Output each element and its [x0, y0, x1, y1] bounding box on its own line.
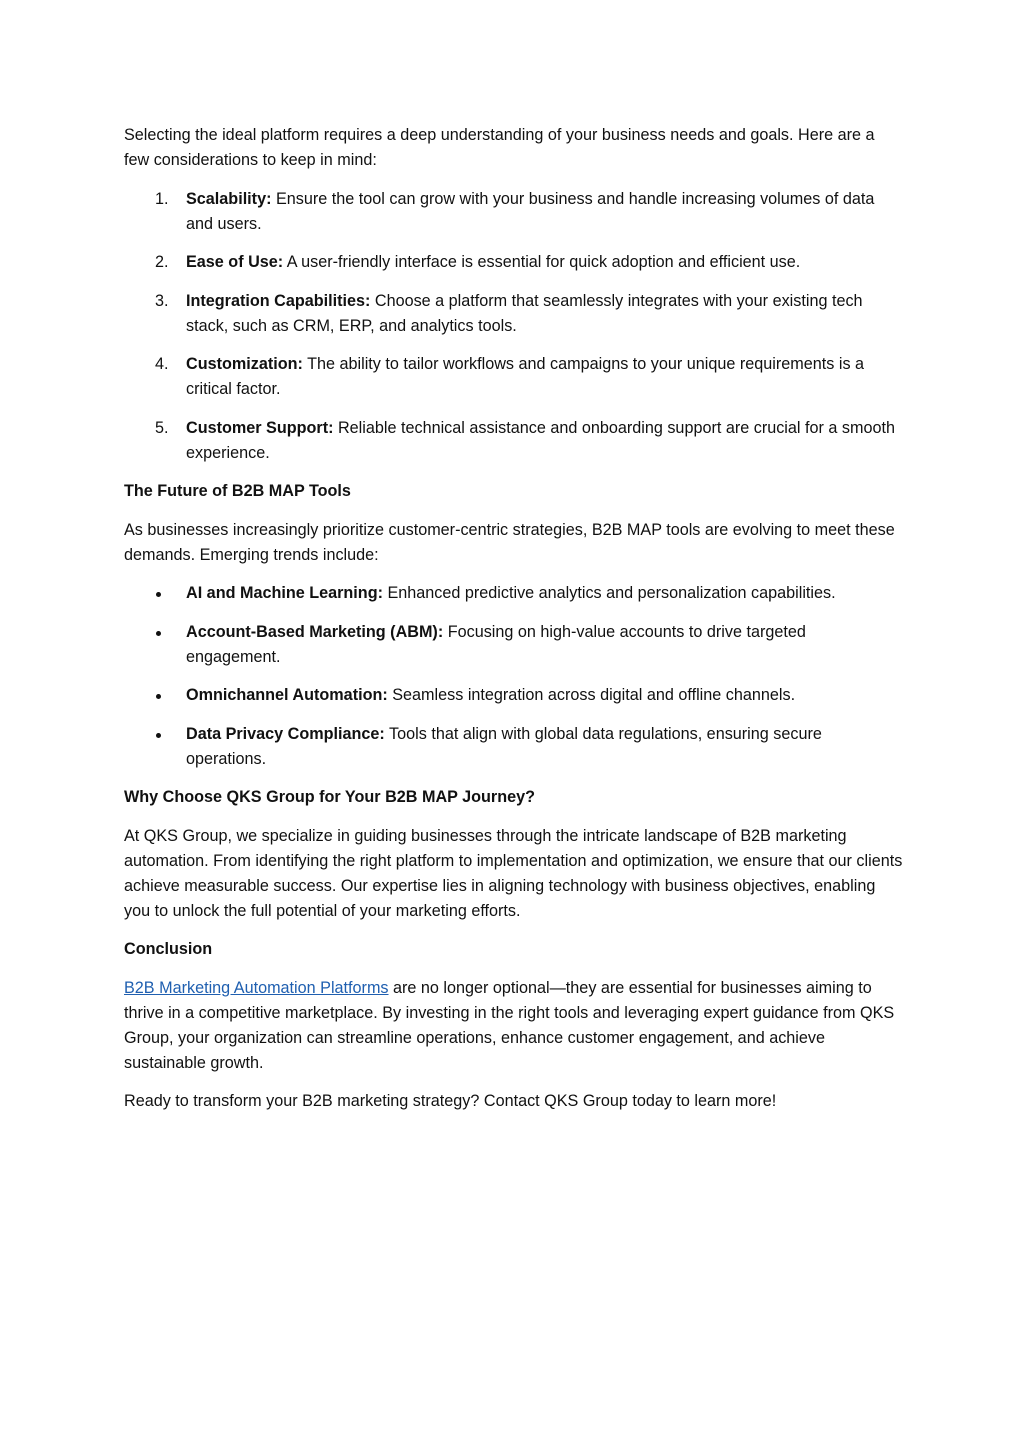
item-text: The ability to tailor workflows and campaigns to your unique requirements is a critical factor. [186, 355, 865, 398]
item-term: Omnichannel Automation: [186, 686, 388, 704]
considerations-list [124, 187, 904, 466]
list-item [124, 722, 904, 772]
list-number: 1. [155, 189, 169, 208]
list-number: 2. [155, 253, 169, 271]
item-term: Ease of Use: [186, 253, 284, 271]
conclusion-paragraph [124, 976, 904, 1076]
item-term: Customer Support: [186, 418, 334, 437]
item-text: Focusing on high-value accounts to drive targeted engagement. [186, 622, 806, 666]
list-item [124, 289, 904, 339]
item-text: Choose a platform that seamlessly integrates with your existing tech stack, such as CRM, ERP, and analytics tools. [186, 291, 863, 335]
item-text: Ensure the tool can grow with your business and handle increasing volumes of data and users. [186, 189, 875, 233]
conclusion-body: are no longer optional—they are essential for businesses aiming to thrive in a competitive marketplace. By investing in the right tools and leveraging expert guidance from QKS Group, your organization can streamline operations, enhance customer engagement, and achieve sustainable growth. [124, 978, 895, 1072]
list-number: 3. [155, 291, 169, 310]
item-term: Account-Based Marketing (ABM): [186, 622, 444, 641]
future-intro-paragraph: As businesses increasingly prioritize customer-centric strategies, B2B MAP tools are evolving to meet these demands. Emerging trends include: [124, 520, 895, 564]
list-item [124, 352, 904, 402]
list-item [124, 250, 904, 275]
item-term: Integration Capabilities: [186, 291, 371, 310]
why-heading: Why Choose QKS Group for Your B2B MAP Journey? [124, 788, 536, 806]
why-paragraph: At QKS Group, we specialize in guiding businesses through the intricate landscape of B2B marketing automation. From identifying the right platform to implementation and optimization, we ensure that our clients achieve measurable success. Our expertise lies in aligning technology with business objectives, enabling you to unlock the full potential of your marketing efforts. [124, 826, 903, 920]
list-item [124, 187, 904, 237]
list-item [124, 620, 904, 670]
trends-list [124, 581, 904, 772]
future-heading: The Future of B2B MAP Tools [124, 482, 351, 500]
intro-paragraph: Selecting the ideal platform requires a deep understanding of your business needs and goals. Here are a few considerations to keep in mind: [124, 126, 875, 169]
item-term: Scalability: [186, 189, 272, 208]
item-term: Customization: [186, 355, 303, 373]
list-item [124, 581, 904, 606]
list-item [124, 683, 904, 708]
b2b-map-link[interactable]: B2B Marketing Automation Platforms [124, 978, 389, 997]
list-number: 5. [155, 418, 169, 437]
list-item [124, 416, 904, 466]
cta-paragraph: Ready to transform your B2B marketing strategy? Contact QKS Group today to learn more! [124, 1092, 777, 1110]
item-text: A user-friendly interface is essential for quick adoption and efficient use. [283, 253, 801, 271]
item-text: Enhanced predictive analytics and personalization capabilities. [382, 584, 836, 602]
list-number: 4. [155, 355, 169, 373]
item-term: Data Privacy Compliance: [186, 724, 385, 743]
bullet-icon [156, 592, 161, 597]
item-text: Seamless integration across digital and offline channels. [387, 686, 796, 704]
bullet-icon [156, 733, 161, 738]
document-page [124, 123, 904, 1128]
bullet-icon [156, 694, 161, 699]
item-text: Tools that align with global data regulations, ensuring secure operations. [186, 724, 822, 768]
item-term: AI and Machine Learning: [186, 584, 383, 602]
item-text: Reliable technical assistance and onboarding support are crucial for a smooth experience. [186, 418, 895, 462]
bullet-icon [156, 631, 161, 636]
conclusion-heading: Conclusion [124, 940, 213, 958]
